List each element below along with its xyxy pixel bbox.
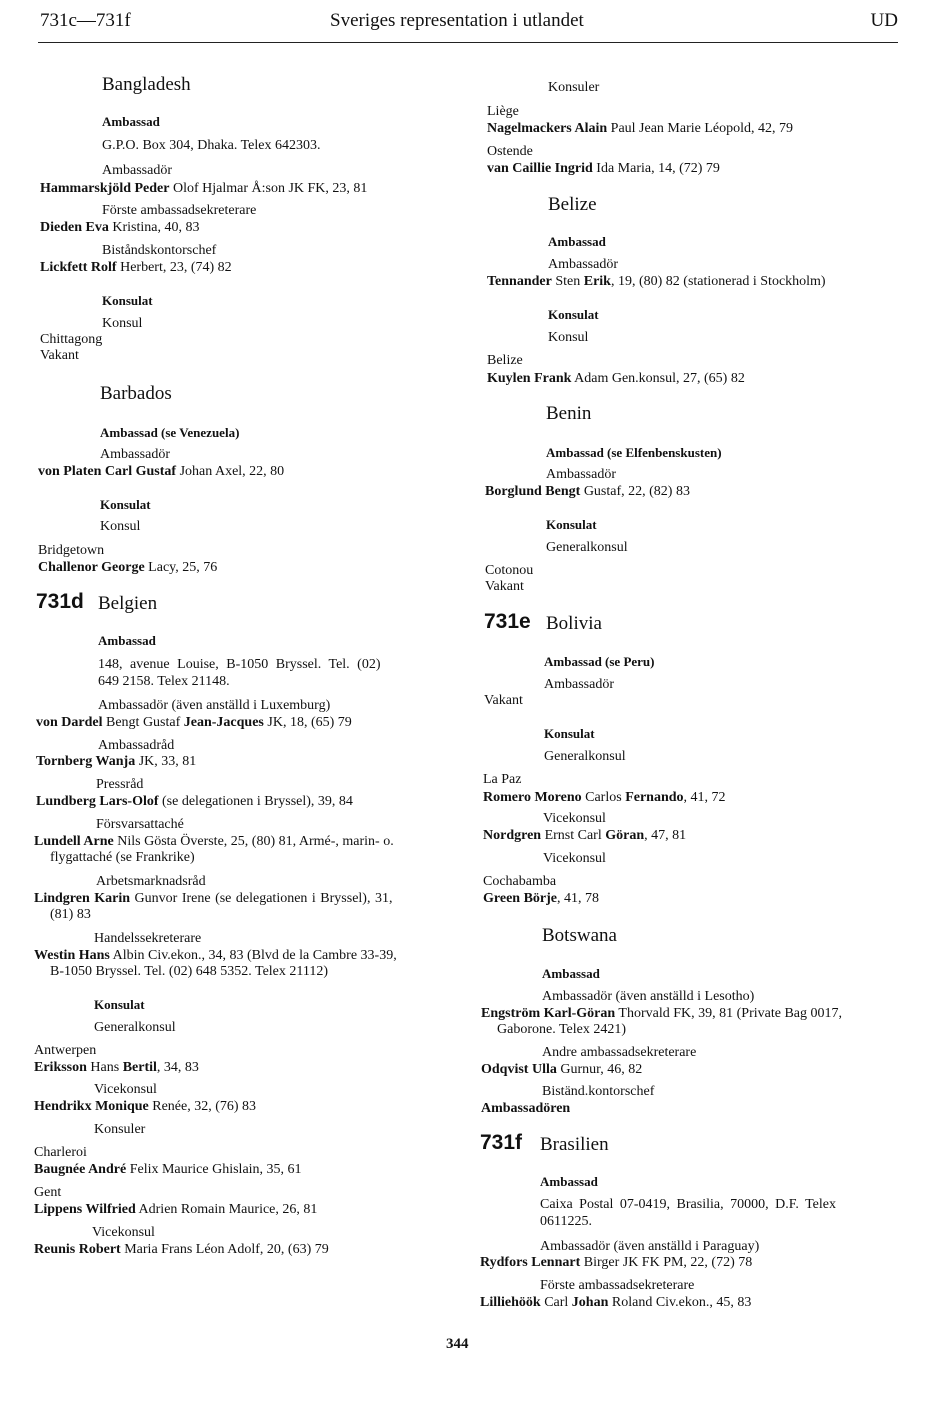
person-entry: Engström Karl-Göran Thorvald FK, 39, 81 (Private Bag 0017, xyxy=(481,1006,842,1021)
section-heading: Konsulat xyxy=(102,293,153,308)
person-entry: Kuylen Frank Adam Gen.konsul, 27, (65) 82 xyxy=(487,371,745,386)
person-entry: Green Börje, 41, 78 xyxy=(483,891,599,906)
vacant-entry: Vakant xyxy=(40,348,79,363)
city: Charleroi xyxy=(34,1145,87,1160)
role-label: Ambassadör (även anställd i Paraguay) xyxy=(540,1239,760,1254)
header-section-range: 731c—731f xyxy=(40,10,131,31)
header-title: Sveriges representation i utlandet xyxy=(330,10,584,31)
vacant-entry: Vakant xyxy=(484,693,523,708)
person-entry: Borglund Bengt Gustaf, 22, (82) 83 xyxy=(485,484,690,499)
role-label: Generalkonsul xyxy=(546,540,628,555)
section-heading: Ambassad xyxy=(102,114,160,129)
person-entry: Hendrikx Monique Renée, 32, (76) 83 xyxy=(34,1099,257,1114)
address: 148, avenue Louise, B-1050 Bryssel. Tel. (02) xyxy=(98,657,381,672)
section-heading: Ambassad xyxy=(542,966,600,981)
role-label: Konsul xyxy=(102,316,143,331)
person-entry: von Dardel Bengt Gustaf Jean-Jacques JK, 18, (65) 79 xyxy=(36,715,352,730)
role-label: Biståndskontorschef xyxy=(102,243,217,258)
role-label: Ambassadör xyxy=(548,257,618,272)
role-label: Vicekonsul xyxy=(543,811,606,826)
city: Liège xyxy=(487,104,519,119)
person-entry: Lippens Wilfried Adrien Romain Maurice, 26, 81 xyxy=(34,1202,318,1217)
role-label: Ambassadör xyxy=(544,677,614,692)
country-heading: Bangladesh xyxy=(102,74,191,95)
city: Antwerpen xyxy=(34,1043,97,1058)
vacant-entry: Vakant xyxy=(485,579,524,594)
person-entry: Reunis Robert Maria Frans Léon Adolf, 20, (63) 79 xyxy=(34,1242,329,1257)
person-entry: Challenor George Lacy, 25, 76 xyxy=(38,560,218,575)
person-entry-cont: (81) 83 xyxy=(50,907,91,922)
role-label: Konsul xyxy=(100,519,141,534)
person-entry-cont: flygattaché (se Frankrike) xyxy=(50,850,195,865)
section-heading: Konsulat xyxy=(544,726,595,741)
role-label: Ambassadör xyxy=(102,163,172,178)
country-heading: Bolivia xyxy=(546,613,602,634)
person-entry: Lindgren Karin Gunvor Irene (se delegationen i Bryssel), 31, xyxy=(34,891,393,906)
city: Cochabamba xyxy=(483,874,557,889)
country-heading: Belgien xyxy=(98,593,158,614)
section-code: 731f xyxy=(480,1131,523,1154)
city: Belize xyxy=(487,353,523,368)
role-label: Försvarsattaché xyxy=(96,817,184,832)
role-label: Förste ambassadsekreterare xyxy=(102,203,257,218)
person-entry: Odqvist Ulla Gurnur, 46, 82 xyxy=(481,1062,643,1077)
address: Caixa Postal 07-0419, Brasilia, 70000, D.F. Telex xyxy=(540,1197,837,1212)
person-entry: Eriksson Hans Bertil, 34, 83 xyxy=(34,1060,199,1075)
section-code: 731d xyxy=(36,590,84,613)
person-entry-cont: B-1050 Bryssel. Tel. (02) 648 5352. Telex 21112) xyxy=(50,964,329,979)
role-label: Biständ.kontorschef xyxy=(542,1084,655,1099)
section-heading: Ambassad (se Elfenbenskusten) xyxy=(546,445,722,460)
person-entry: Lilliehöök Carl Johan Roland Civ.ekon., 45, 83 xyxy=(480,1295,752,1310)
address-cont: 649 2158. Telex 21148. xyxy=(98,674,230,689)
role-label: Handelssekreterare xyxy=(94,931,202,946)
role-label: Ambassadör xyxy=(100,447,170,462)
role-label: Konsul xyxy=(548,330,589,345)
role-label: Vicekonsul xyxy=(543,851,606,866)
role-label: Ambassadör xyxy=(546,467,616,482)
city: Chittagong xyxy=(40,332,103,347)
person-entry: Hammarskjöld Peder Olof Hjalmar Å:son JK FK, 23, 81 xyxy=(40,181,368,196)
section-heading: Ambassad xyxy=(540,1174,598,1189)
section-heading: Ambassad xyxy=(548,234,606,249)
page-number: 344 xyxy=(446,1336,469,1352)
person-entry-cont: Gaborone. Telex 2421) xyxy=(497,1022,627,1037)
role-label: Generalkonsul xyxy=(544,749,626,764)
role-label: Vicekonsul xyxy=(92,1225,155,1240)
city: Gent xyxy=(34,1185,62,1200)
role-label: Generalkonsul xyxy=(94,1020,176,1035)
person-entry: Baugnée André Felix Maurice Ghislain, 35, 61 xyxy=(34,1162,302,1177)
address: G.P.O. Box 304, Dhaka. Telex 642303. xyxy=(102,138,321,153)
role-label: Ambassadör (även anställd i Luxemburg) xyxy=(98,698,331,713)
person-entry: Tennander Sten Erik, 19, (80) 82 (stationerad i Stockholm) xyxy=(487,274,826,289)
country-heading: Benin xyxy=(546,403,592,424)
header-dept: UD xyxy=(870,10,898,31)
country-heading: Barbados xyxy=(100,383,172,404)
city: Cotonou xyxy=(485,563,534,578)
person-entry: Romero Moreno Carlos Fernando, 41, 72 xyxy=(483,790,726,805)
section-heading: Ambassad (se Venezuela) xyxy=(100,425,240,440)
person-entry: Ambassadören xyxy=(481,1101,571,1116)
person-entry: Nordgren Ernst Carl Göran, 47, 81 xyxy=(483,828,687,843)
country-heading: Botswana xyxy=(542,925,617,946)
section-heading: Ambassad xyxy=(98,633,156,648)
person-entry: Lickfett Rolf Herbert, 23, (74) 82 xyxy=(40,260,232,275)
section-heading: Konsulat xyxy=(100,497,151,512)
city: Bridgetown xyxy=(38,543,105,558)
person-entry: Lundberg Lars-Olof (se delegationen i Bryssel), 39, 84 xyxy=(36,794,353,809)
role-label: Förste ambassadsekreterare xyxy=(540,1278,695,1293)
country-heading: Brasilien xyxy=(540,1134,609,1155)
person-entry: von Platen Carl Gustaf Johan Axel, 22, 80 xyxy=(38,464,285,479)
person-entry: Westin Hans Albin Civ.ekon., 34, 83 (Blvd de la Cambre 33-39, xyxy=(34,948,397,963)
role-label: Vicekonsul xyxy=(94,1082,157,1097)
city: Ostende xyxy=(487,144,533,159)
header-rule xyxy=(38,42,898,43)
person-entry: Lundell Arne Nils Gösta Överste, 25, (80) 81, Armé-, marin- o. xyxy=(34,834,394,849)
person-entry: Tornberg Wanja JK, 33, 81 xyxy=(36,754,197,769)
section-heading: Konsulat xyxy=(94,997,145,1012)
role-label: Ambassadråd xyxy=(98,738,175,753)
country-heading: Belize xyxy=(548,194,597,215)
section-heading: Ambassad (se Peru) xyxy=(544,654,655,669)
section-code: 731e xyxy=(484,610,531,633)
role-label: Pressråd xyxy=(96,777,144,792)
role-label: Konsuler xyxy=(94,1122,146,1137)
role-label: Ambassadör (även anställd i Lesotho) xyxy=(542,989,755,1004)
person-entry: Nagelmackers Alain Paul Jean Marie Léopold, 42, 79 xyxy=(487,121,794,136)
section-heading: Konsulat xyxy=(548,307,599,322)
person-entry: Dieden Eva Kristina, 40, 83 xyxy=(40,220,200,235)
person-entry: van Caillie Ingrid Ida Maria, 14, (72) 79 xyxy=(487,161,720,176)
role-label: Andre ambassadsekreterare xyxy=(542,1045,697,1060)
address-cont: 0611225. xyxy=(540,1214,592,1229)
role-label: Arbetsmarknadsråd xyxy=(96,874,206,889)
city: La Paz xyxy=(483,772,522,787)
person-entry: Rydfors Lennart Birger JK FK PM, 22, (72) 78 xyxy=(480,1255,753,1270)
section-heading: Konsulat xyxy=(546,517,597,532)
role-label: Konsuler xyxy=(548,80,600,95)
